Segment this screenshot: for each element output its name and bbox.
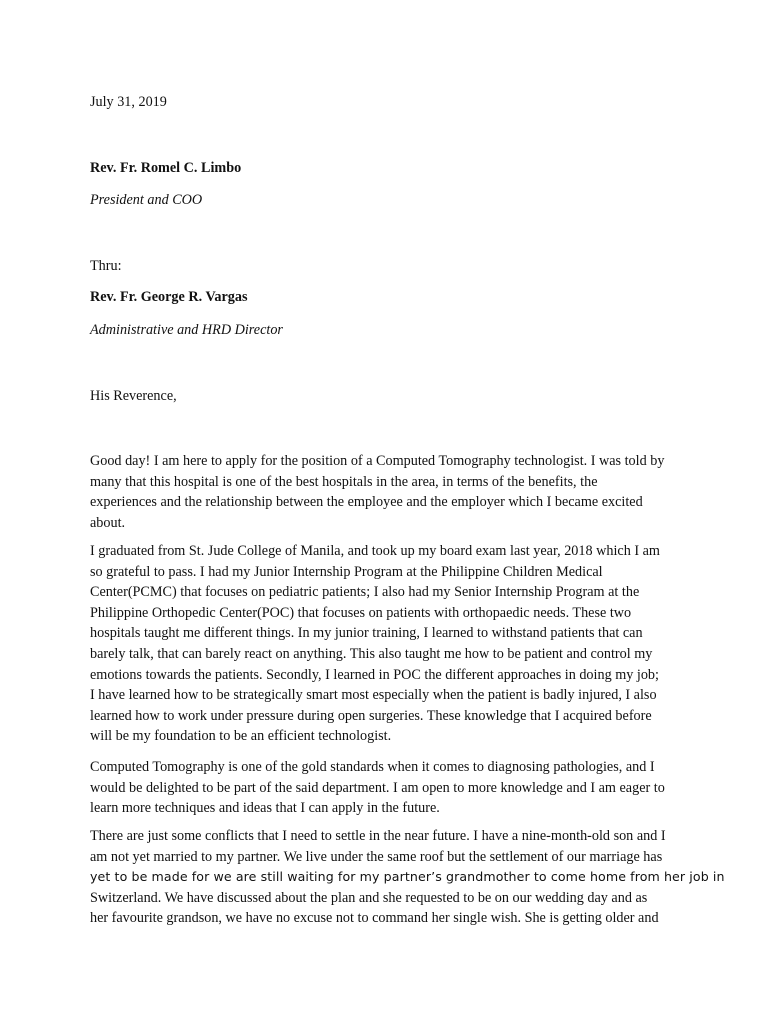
paragraph-line: would be delighted to be part of the said department. I am open to more knowledge and I am eager to <box>90 779 665 796</box>
paragraph-line: I graduated from St. Jude College of Manila, and took up my board exam last year, 2018 which I am <box>90 543 660 559</box>
paragraph-line: barely talk, that can barely react on anything. This also taught me how to be patient and control my <box>90 645 653 662</box>
paragraph-line: about. <box>90 514 126 531</box>
paragraph-line: There are just some conflicts that I need to settle in the near future. I have a nine-month-old son and I <box>90 828 666 844</box>
paragraph-conflicts <box>90 826 725 929</box>
paragraph-line: emotions towards the patients. Secondly, I learned in POC the different approaches in doing my job; <box>90 666 659 683</box>
letter-date: July 31, 2019 <box>90 94 167 110</box>
paragraph-line: Philippine Orthopedic Center(POC) that focuses on patients with orthopaedic needs. These two <box>90 604 632 621</box>
salutation: His Reverence, <box>90 388 177 404</box>
paragraph-line: Switzerland. We have discussed about the plan and she requested to be on our wedding day and as <box>90 889 648 906</box>
paragraph-line: will be my foundation to be an efficient technologist. <box>90 728 392 745</box>
paragraph-line: Center(PCMC) that focuses on pediatric patients; I also had my Senior Internship Program at the <box>90 584 640 601</box>
recipient-name: Rev. Fr. Romel C. Limbo <box>90 160 242 176</box>
paragraph-intro <box>90 451 690 533</box>
paragraph-line: learned how to work under pressure during open surgeries. These knowledge that I acquired before <box>90 707 652 724</box>
paragraph-line: hospitals taught me different things. In my junior training, I learned to withstand patients that can <box>90 625 643 642</box>
via-name: Rev. Fr. George R. Vargas <box>90 289 248 305</box>
paragraph-line: so grateful to pass. I had my Junior Internship Program at the Philippine Children Medical <box>90 563 603 580</box>
paragraph-education <box>90 541 690 747</box>
paragraph-ct <box>90 757 690 819</box>
paragraph-line: Computed Tomography is one of the gold standards when it comes to diagnosing pathologies, and I <box>90 759 655 775</box>
recipient-title: President and COO <box>90 192 203 208</box>
via-title: Administrative and HRD Director <box>90 322 283 338</box>
thru-label: Thru: <box>90 258 122 274</box>
paragraph-line: Good day! I am here to apply for the position of a Computed Tomography technologist. I was told by <box>90 453 665 469</box>
paragraph-line: I have learned how to be strategically smart most especially when the patient is badly injured, I also <box>90 687 657 704</box>
paragraph-line: am not yet married to my partner. We live under the same roof but the settlement of our marriage has <box>90 848 663 865</box>
paragraph-line: learn more techniques and ideas that I can apply in the future. <box>90 800 440 817</box>
paragraph-line: experiences and the relationship between the employee and the employer which I became excited <box>90 494 643 511</box>
paragraph-line: her favourite grandson, we have no excuse not to command her single wish. She is getting older and <box>90 910 659 927</box>
paragraph-line: yet to be made for we are still waiting for my partner’s grandmother to come home from her job in <box>90 869 725 885</box>
paragraph-line: many that this hospital is one of the best hospitals in the area, in terms of the benefits, the <box>90 473 598 490</box>
